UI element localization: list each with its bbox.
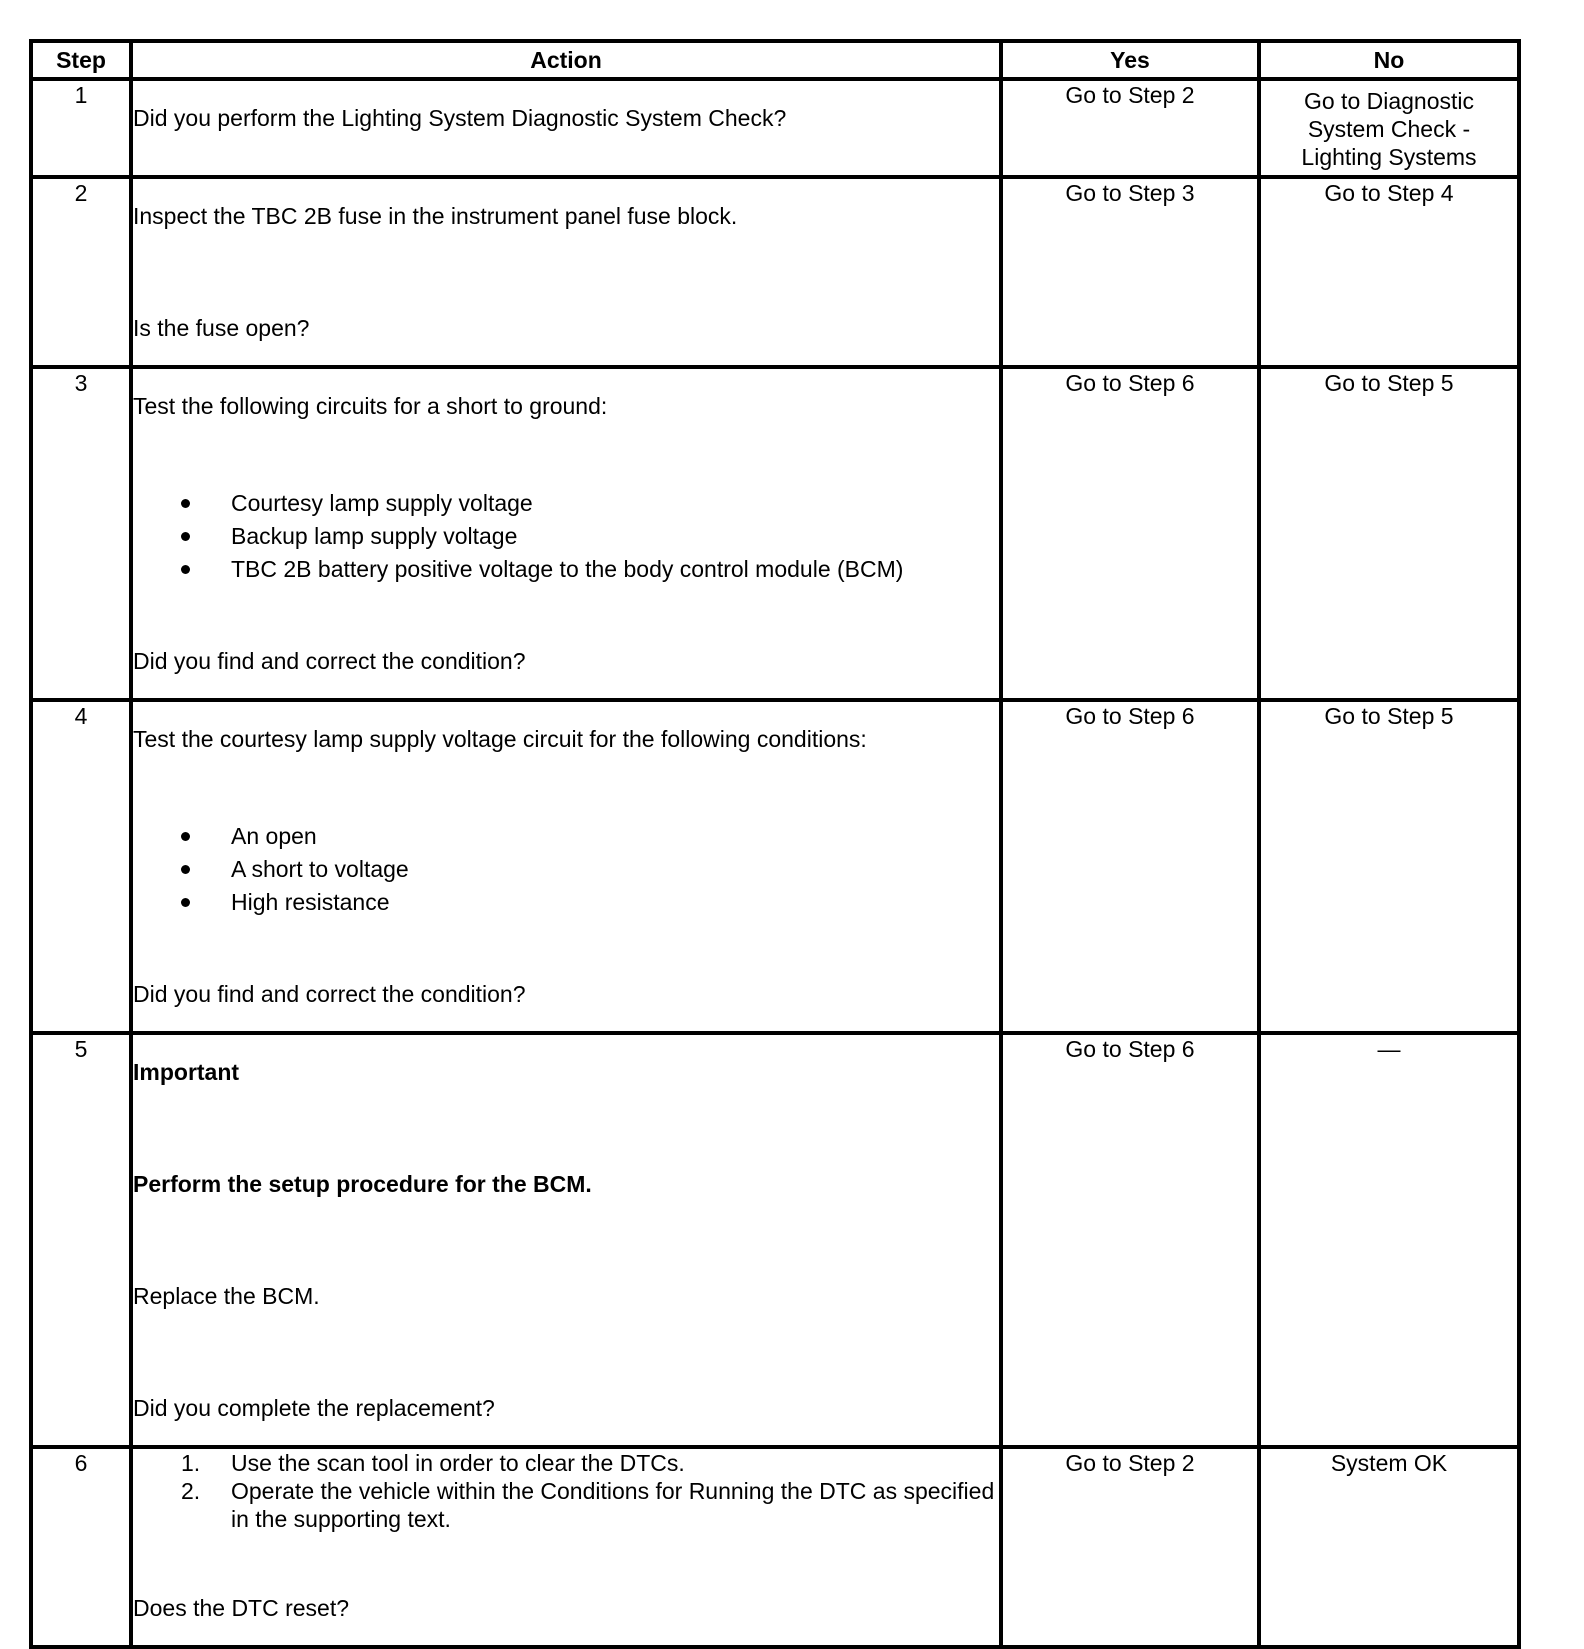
yes-cell: Go to Step 6: [1001, 367, 1259, 700]
list-item-text: Operate the vehicle within the Conditions for Running the DTC as specified in the supporting text.: [231, 1478, 995, 1532]
bullet-icon: [181, 499, 190, 508]
no-cell: Go to Step 5: [1259, 700, 1519, 1033]
important-label: Important: [133, 1059, 240, 1085]
list-item: [181, 1477, 999, 1533]
action-cell: [131, 700, 1001, 1033]
list-item-text: Courtesy lamp supply voltage: [231, 490, 533, 516]
action-instruction: Replace the BCM.: [133, 1283, 320, 1309]
list-item: [181, 1449, 999, 1477]
table-row: [31, 79, 1519, 177]
action-instruction: Test the following circuits for a short to ground:: [133, 393, 608, 419]
header-yes: Yes: [1001, 41, 1259, 79]
action-question: Did you find and correct the condition?: [133, 981, 526, 1007]
list-item-number: 2.: [181, 1478, 201, 1504]
action-question: Did you find and correct the condition?: [133, 648, 526, 674]
header-row: [31, 41, 1519, 79]
header-no: No: [1259, 41, 1519, 79]
action-cell: [131, 79, 1001, 177]
list-item-text: Backup lamp supply voltage: [231, 523, 518, 549]
yes-cell: Go to Step 2: [1001, 79, 1259, 177]
no-line: Go to Diagnostic: [1303, 88, 1475, 114]
step-number: 5: [31, 1033, 131, 1447]
step-number: 1: [31, 79, 131, 177]
action-cell: [131, 1447, 1001, 1647]
no-cell: —: [1259, 1033, 1519, 1447]
bullet-icon: [181, 865, 190, 874]
diagnostic-table: [29, 39, 1521, 1649]
action-question: Is the fuse open?: [133, 315, 310, 341]
step-number: 3: [31, 367, 131, 700]
table-row: [31, 367, 1519, 700]
step-number: 6: [31, 1447, 131, 1647]
action-question: Did you complete the replacement?: [133, 1395, 495, 1421]
yes-cell: Go to Step 2: [1001, 1447, 1259, 1647]
no-cell: [1259, 79, 1519, 177]
list-item: [181, 886, 999, 919]
list-item: [181, 487, 999, 520]
table-row: [31, 700, 1519, 1033]
list-item-text: High resistance: [231, 889, 390, 915]
step-number: 4: [31, 700, 131, 1033]
table-row: [31, 1447, 1519, 1647]
action-instruction: Inspect the TBC 2B fuse in the instrument panel fuse block.: [133, 203, 738, 229]
list-item: [181, 853, 999, 886]
table-row: [31, 1033, 1519, 1447]
action-instruction: Test the courtesy lamp supply voltage circuit for the following conditions:: [133, 726, 867, 752]
no-line: System Check -: [1307, 116, 1471, 142]
list-item: [181, 820, 999, 853]
bullet-list: [133, 820, 999, 919]
list-item-text: TBC 2B battery positive voltage to the body control module (BCM): [231, 556, 904, 582]
list-item: [181, 520, 999, 553]
header-action: Action: [131, 41, 1001, 79]
action-cell: [131, 1033, 1001, 1447]
no-cell: Go to Step 5: [1259, 367, 1519, 700]
action-question: Does the DTC reset?: [133, 1595, 350, 1621]
list-item: [181, 553, 999, 586]
important-text: Perform the setup procedure for the BCM.: [133, 1171, 592, 1197]
numbered-list: [133, 1449, 999, 1533]
no-cell: System OK: [1259, 1447, 1519, 1647]
list-item-text: Use the scan tool in order to clear the DTCs.: [231, 1450, 685, 1476]
bullet-icon: [181, 532, 190, 541]
bullet-icon: [181, 832, 190, 841]
list-item-text: An open: [231, 823, 317, 849]
bullet-icon: [181, 565, 190, 574]
list-item-number: 1.: [181, 1450, 201, 1476]
yes-cell: Go to Step 3: [1001, 177, 1259, 367]
action-question: Did you perform the Lighting System Diagnostic System Check?: [133, 105, 787, 131]
no-cell: Go to Step 4: [1259, 177, 1519, 367]
list-item-text: A short to voltage: [231, 856, 409, 882]
bullet-list: [133, 487, 999, 586]
step-number: 2: [31, 177, 131, 367]
header-step: Step: [31, 41, 131, 79]
action-cell: [131, 367, 1001, 700]
action-cell: [131, 177, 1001, 367]
no-line: Lighting Systems: [1301, 144, 1477, 170]
table-row: [31, 177, 1519, 367]
bullet-icon: [181, 898, 190, 907]
yes-cell: Go to Step 6: [1001, 1033, 1259, 1447]
yes-cell: Go to Step 6: [1001, 700, 1259, 1033]
